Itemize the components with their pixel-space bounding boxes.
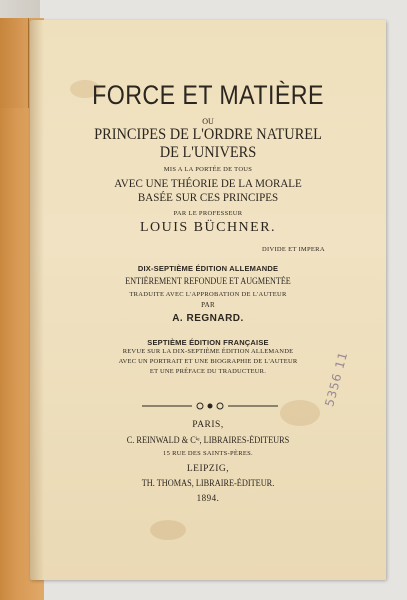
- address-paris: 15 RUE DES SAINTS-PÈRES.: [163, 450, 253, 457]
- publication-year: 1894.: [196, 493, 220, 503]
- main-title: FORCE ET MATIÈRE: [92, 80, 324, 110]
- motto: DIVIDE ET IMPERA: [262, 246, 325, 253]
- publisher-leipzig: TH. THOMAS, LIBRAIRE-ÉDITEUR.: [141, 478, 275, 488]
- revue-line3: ET UNE PRÉFACE DU TRADUCTEUR.: [149, 368, 267, 375]
- par-text: PAR: [201, 301, 215, 309]
- translator-name: A. REGNARD.: [172, 313, 244, 324]
- refondue-text: ENTIÈREMENT REFONDUE ET AUGMENTÉE: [125, 276, 291, 286]
- par-professeur: PAR LE PROFESSEUR: [173, 210, 243, 217]
- revue-line1: REVUE SUR LA DIX-SEPTIÈME ÉDITION ALLEMANDE: [122, 348, 294, 355]
- subtitle-line2: DE L'UNIVERS: [159, 144, 257, 161]
- edition-allemande: DIX-SEPTIÈME ÉDITION ALLEMANDE: [137, 264, 279, 273]
- revue-line2: AVEC UN PORTRAIT ET UNE BIOGRAPHIE DE L'AUTEUR: [118, 358, 298, 365]
- subtitle-line1: PRINCIPES DE L'ORDRE NATUREL: [94, 126, 322, 143]
- theorie-line2: BASÉE SUR CES PRINCIPES: [137, 190, 279, 204]
- publisher-paris: C. REINWALD & Cⁱᵉ, LIBRAIRES-ÉDITEURS: [126, 435, 290, 445]
- foxing-stain: [150, 520, 186, 540]
- author-name: LOUIS BÜCHNER.: [139, 220, 277, 235]
- edition-francaise: SEPTIÈME ÉDITION FRANÇAISE: [147, 338, 269, 347]
- ornament-divider: [140, 400, 280, 412]
- traduite-text: TRADUITE AVEC L'APPROBATION DE L'AUTEUR: [129, 291, 287, 298]
- city-paris: PARIS,: [192, 420, 224, 430]
- mis-a-portee: MIS A LA PORTÉE DE TOUS: [163, 166, 253, 173]
- library-stamp: 5356 11: [322, 349, 351, 409]
- ou-text: OU: [202, 117, 214, 126]
- book-cover-tab: [0, 18, 29, 108]
- theorie-line1: AVEC UNE THÉORIE DE LA MORALE: [114, 176, 302, 190]
- city-leipzig: LEIPZIG,: [186, 464, 230, 474]
